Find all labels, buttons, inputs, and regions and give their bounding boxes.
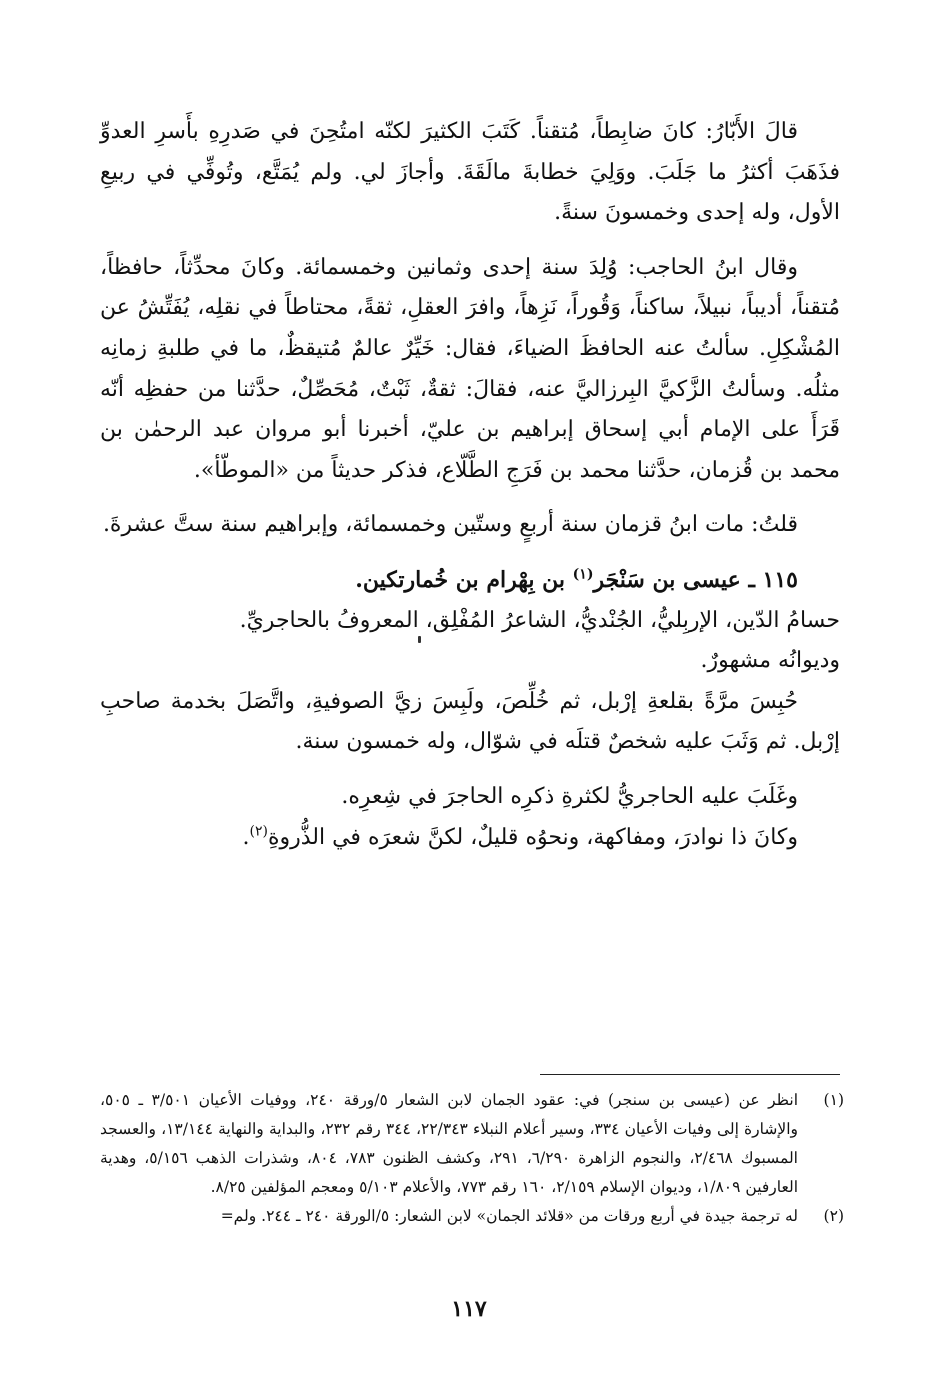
page-number: ١١٧: [451, 1296, 487, 1322]
footnote-text: له ترجمة جيدة في أربع ورقات من «قلائد الجمان» لابن الشعار: ٥/الورقة ٢٤٠ ـ ٢٤٤. ولم=: [220, 1207, 798, 1225]
entry-heading-name: ١١٥ ـ عيسى بن سَنْجَر: [593, 566, 798, 593]
footnote-text: انظر عن (عيسى بن سنجر) في: عقود الجمان لابن الشعار ٥/ورقة ٢٤٠، ووفيات الأعيان ٣/٥٠١ ـ ٥٠٥، والإشارة إلى وفيات الأعيان ٣٣٤، وسير أعلام النبلاء ٢٢/٣٤٣، ٣٤٤ رقم ٢٣٢، والبداية والنهاية ١٣/١٤٤، والعسجد المسبوك ٢/٤٦٨، والنجوم الزاهرة ٦/٢٩٠، ٢٩١، وكشف الظنون ٧٨٣، ٨٠٤، وشذرات الذهب ٥/١٥٦، وهدية العارفين ١/٨٠٩، وديوان الإسلام ٢/١٥٩، ١٦٠ رقم ٧٧٣، والأعلام ٥/١٠٣ ومعجم المؤلفين ٨/٢٥.: [100, 1091, 799, 1196]
main-text-block: [100, 112, 840, 858]
footnotes-block: [100, 1086, 844, 1231]
entry-closing-period: .: [242, 824, 250, 850]
footnote-ref-1: (١): [572, 566, 594, 583]
footnote-separator: [540, 1074, 840, 1075]
footnote-number: (٢): [823, 1207, 844, 1225]
entry-titles-line: حسامُ الدّين، الإربِليُّ، الجُنْديُّ، الشاعرُ المُفْلِق، المعروفُ بالحاجريِّ.: [239, 607, 840, 633]
entry-closing-text: وكانَ ذا نوادرَ، ومفاكهة، ونحوُه قليلٌ، لكنَّ شعرَه في الذُّروةِ: [267, 824, 798, 850]
footnote-1: [100, 1086, 844, 1202]
paragraph-abbar: قالَ الأَبّارُ: كانَ ضابِطاً، مُتقناً. كَتَبَ الكثيرَ لكنّه امتُحِنَ في صَدرِهِ بأَسرِ العدوِّ فذَهَبَ أكثرُ ما جَلَبَ. ووَلِيَ خطابةَ مالَقَةَ. وأجازَ لي. ولم يُمَتَّع، وتُوفِّي في ربيعِ الأول، وله إحدى وخمسونَ سنةً.: [100, 119, 840, 226]
paragraph-biography: حُبِسَ مرَّةً بقلعةِ إرْبل، ثم خُلِّصَ، ولَبِسَ زيَّ الصوفيةِ، واتَّصَلَ بخدمة صاحبِ إرْبل. ثم وَثَبَ عليه شخصٌ قتلَه في شوّال، وله خمسون سنة.: [100, 688, 840, 755]
entry-heading-115: [100, 560, 840, 601]
footnote-2: [100, 1202, 844, 1231]
paragraph-author-note: قلتُ: مات ابنُ قزمان سنة أربعٍ وستّين وخمسمائة، وإبراهيم سنة ستَّ عشرةَ.: [102, 512, 798, 538]
entry-nickname-line: وغَلَبَ عليه الحاجريُّ لكثرةِ ذكرِه الحاجرَ في شِعرِه.: [341, 783, 798, 809]
footnote-ref-2: (٢): [249, 823, 268, 840]
entry-closing-line: [100, 818, 840, 859]
ink-speck: [418, 636, 421, 643]
entry-diwan-line: وديوانُه مشهورٌ.: [700, 648, 840, 674]
entry-heading-lineage: بن بِهْرام بن خُمارتكين.: [355, 566, 573, 593]
footnote-number: (١): [823, 1091, 844, 1109]
paragraph-ibn-hajib: وقال ابنُ الحاجب: وُلِدَ سنة إحدى وثمانين وخمسمائة. وكانَ محدِّثاً، حافظاً، مُتقناً، أديباً، نبيلاً، ساكناً، وَقُوراً، نَزِهاً، وافرَ العقلِ، ثقةً، محتاطاً في نقلِه، يُفَتِّشُ عن المُشْكِلِ. سألتُ عنه الحافظَ الضياءَ، فقال: خَيِّرٌ عالمٌ مُتيقظٌ، ما في طلبةِ زمانِه مثلُه. وسألتُ الزَّكيَّ البِرزاليَّ عنه، فقالَ: ثقةٌ، ثَبْتٌ، مُحَصِّلٌ، حدَّثنا من حفظِه أنّه قَرَأَ على الإمام أبي إسحاق إبراهيم بن عليّ، أخبرنا أبو مروان عبد الرحمٰن بن محمد بن قُزمان، حدَّثنا محمد بن فَرَجِ الطَّلّاع، فذكر حديثاً من «الموطّأ».: [100, 254, 840, 483]
